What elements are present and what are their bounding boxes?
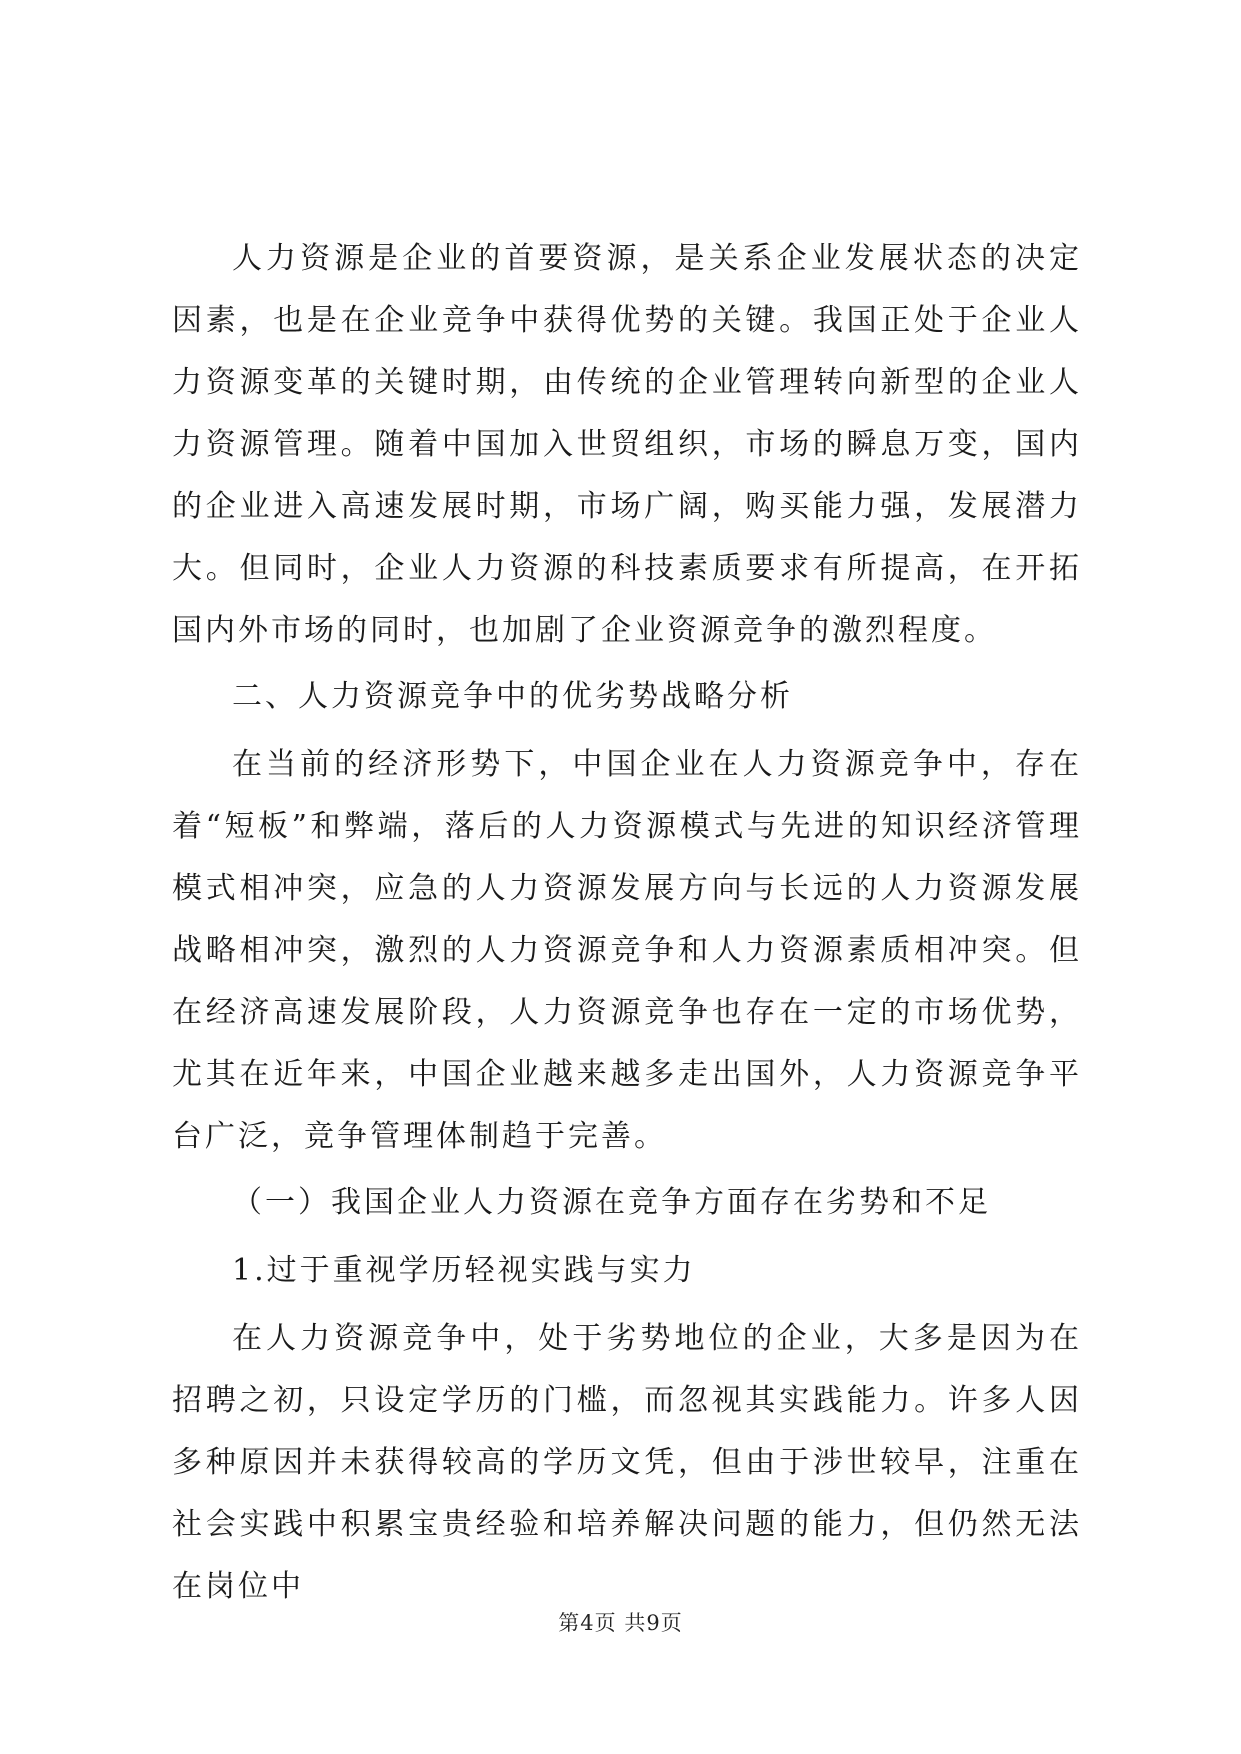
paragraph-analysis: 在当前的经济形势下，中国企业在人力资源竞争中，存在着“短板”和弊端，落后的人力资源模式与先进的知识经济管理模式相冲突，应急的人力资源发展方向与长远的人力资源发展战略相冲突，激烈的人力资源竞争和人力资源素质相冲突。但在经济高速发展阶段，人力资源竞争也存在一定的市场优势，尤其在近年来，中国企业越来越多走出国外，人力资源竞争平台广泛，竞争管理体制趋于完善。 (172, 747, 1082, 1154)
paragraph-recruitment: 在人力资源竞争中，处于劣势地位的企业，大多是因为在招聘之初，只设定学历的门槛，而忽视其实践能力。许多人因多种原因并未获得较高的学历文凭，但由于涉世较早，注重在社会实践中积累宝贵经验和培养解决问题的能力，但仍然无法在岗位中 (172, 1321, 1082, 1604)
page-number-footer: 第4页 共9页 (558, 1611, 683, 1635)
paragraph-intro: 人力资源是企业的首要资源，是关系企业发展状态的决定因素，也是在企业竞争中获得优势的关键。我国正处于企业人力资源变革的关键时期，由传统的企业管理转向新型的企业人力资源管理。随着中国加入世贸组织，市场的瞬息万变，国内的企业进入高速发展时期，市场广阔，购买能力强，发展潜力大。但同时，企业人力资源的科技素质要求有所提高，在开拓国内外市场的同时，也加剧了企业资源竞争的激烈程度。 (172, 241, 1082, 648)
subsection-heading: （一）我国企业人力资源在竞争方面存在劣势和不足 (232, 1185, 991, 1220)
document-body (172, 228, 1082, 1618)
numbered-heading: 1.过于重视学历轻视实践与实力 (232, 1253, 696, 1288)
section-heading: 二、人力资源竞争中的优劣势战略分析 (232, 679, 793, 714)
